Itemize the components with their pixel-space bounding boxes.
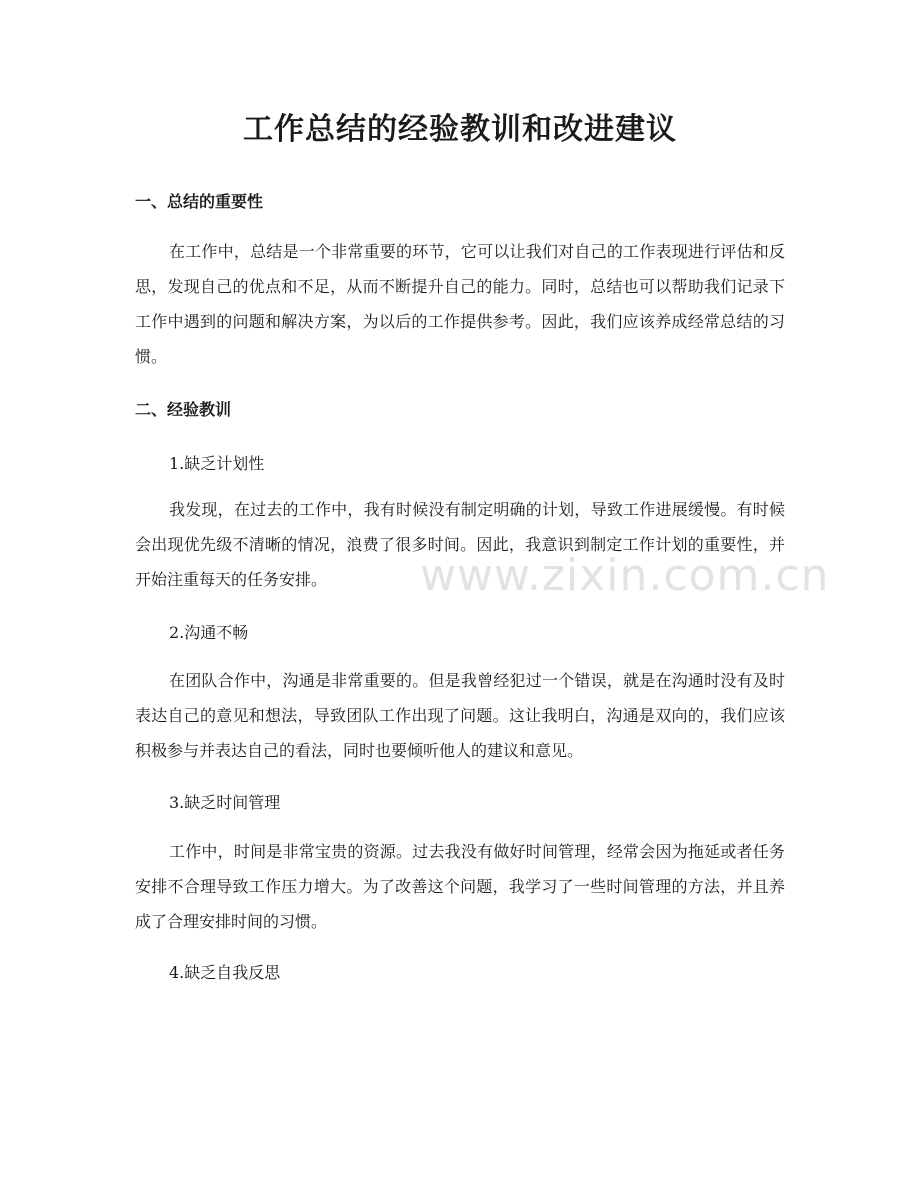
paragraph-communication: 在团队合作中，沟通是非常重要的。但是我曾经犯过一个错误，就是在沟通时没有及时表达自己的意见和想法，导致团队工作出现了问题。这让我明白，沟通是双向的，我们应该积极参与并表达自己的看法，同时也要倾听他人的建议和意见。 <box>135 671 785 760</box>
paragraph-planning: 我发现，在过去的工作中，我有时候没有制定明确的计划，导致工作进展缓慢。有时候会出现优先级不清晰的情况，浪费了很多时间。因此，我意识到制定工作计划的重要性，并开始注重每天的任务安排。 <box>135 500 785 589</box>
paragraph-importance: 在工作中，总结是一个非常重要的环节，它可以让我们对自己的工作表现进行评估和反思，发现自己的优点和不足，从而不断提升自己的能力。同时，总结也可以帮助我们记录下工作中遇到的问题和解决方案，为以后的工作提供参考。因此，我们应该养成经常总结的习惯。 <box>135 242 785 366</box>
item-label-self-reflection: 4.缺乏自我反思 <box>169 963 281 982</box>
item-label-time-management: 3.缺乏时间管理 <box>169 793 281 812</box>
page-title: 工作总结的经验教训和改进建议 <box>243 112 677 147</box>
section-heading-lessons: 二、经验教训 <box>135 400 232 419</box>
item-label-communication: 2.沟通不畅 <box>169 623 249 642</box>
paragraph-time-management: 工作中，时间是非常宝贵的资源。过去我没有做好时间管理，经常会因为拖延或者任务安排不合理导致工作压力增大。为了改善这个问题，我学习了一些时间管理的方法，并且养成了合理安排时间的习惯。 <box>135 842 785 931</box>
section-heading-importance: 一、总结的重要性 <box>135 192 264 211</box>
item-label-planning: 1.缺乏计划性 <box>169 454 265 473</box>
watermark-text: www.zixin.com.cn <box>420 550 830 601</box>
